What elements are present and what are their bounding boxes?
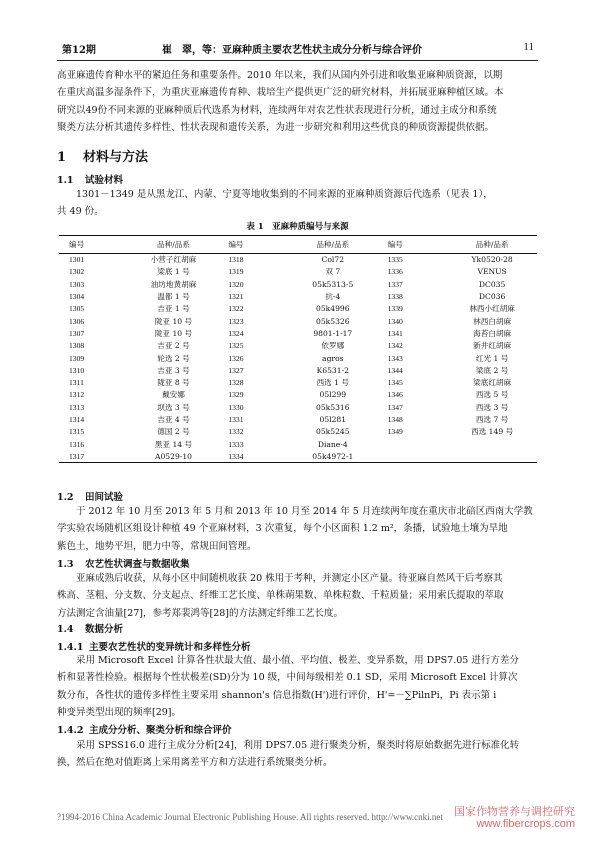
- intro-line-3: 研究以49份不同来源的亚麻种质后代选系为材料，连续两年对农艺性状表现进行分析，通过主成分和系统: [57, 104, 497, 116]
- subsection-heading-1-2: [57, 489, 123, 503]
- table-row: [59, 303, 537, 315]
- germplasm-code-cell: 1337: [387, 279, 403, 289]
- germplasm-code-cell: 1327: [228, 365, 244, 375]
- germplasm-code-cell: 1313: [69, 402, 85, 412]
- table-row: [59, 389, 537, 401]
- table-row: [59, 290, 537, 302]
- variety-name-cell: 05l281: [319, 415, 347, 424]
- germplasm-code-cell: 1339: [387, 304, 403, 314]
- variety-name-cell: 林西小红胡麻: [469, 304, 515, 314]
- variety-name-cell: 轮选 2 号: [157, 353, 190, 363]
- variation-stats-paragraph: [57, 652, 539, 722]
- variety-name-cell: 05k4972-1: [288, 450, 378, 462]
- variety-name-cell: 小营子红胡麻: [150, 255, 197, 265]
- germplasm-code-cell: 1318: [228, 255, 244, 265]
- col-header-code: 编号: [378, 236, 448, 254]
- table-row: [59, 352, 537, 364]
- col-header-code: 编号: [218, 236, 288, 254]
- germplasm-code-cell: 1336: [387, 267, 403, 277]
- germplasm-code-cell: 1320: [228, 279, 244, 289]
- variety-name-cell: DC035: [478, 279, 506, 289]
- field-trial-line-2: 学实验农场随机区组设计种植 49 个亚麻材料，3 次重复，每个小区面积 1.2 m²，条播，试验地土壤为旱地: [57, 523, 508, 535]
- subsection-heading-1-4-1: [57, 639, 251, 653]
- variety-name-cell: [447, 450, 537, 462]
- germplasm-code-cell: 1349: [387, 427, 403, 437]
- table-row: [59, 315, 537, 327]
- pca-cluster-paragraph: [57, 737, 539, 772]
- table-row: [59, 266, 537, 278]
- germplasm-code-cell: 1312: [69, 390, 85, 400]
- subsection-number: 1.4.2: [57, 725, 84, 736]
- variety-name-cell: 05l299: [319, 390, 347, 400]
- variety-name-cell: Yk0520-28: [471, 255, 513, 265]
- variety-name-cell: 西选 7 号: [475, 415, 509, 424]
- subsection-title: 主要农艺性状的变异统计和多样性分析: [89, 642, 251, 653]
- germplasm-code-cell: 1329: [228, 390, 244, 400]
- germplasm-code-cell: 1348: [387, 415, 403, 424]
- variety-name-cell: K6531-2: [316, 365, 349, 375]
- variety-name-cell: Col72: [321, 255, 345, 265]
- intro-paragraph: [57, 67, 539, 137]
- variety-name-cell: agros: [322, 353, 344, 363]
- variety-name-cell: 梁底 2 号: [475, 365, 509, 375]
- germplasm-code-cell: 1316: [69, 439, 85, 449]
- variety-name-cell: 吉亚 2 号: [157, 341, 190, 351]
- table-row: [59, 364, 537, 376]
- variety-name-cell: 9801-1-17: [313, 328, 353, 338]
- germplasm-code-cell: 1314: [69, 415, 85, 424]
- variety-name-cell: 05k4996: [316, 304, 350, 314]
- germplasm-code-cell: 1308: [69, 341, 85, 351]
- page-number: 11: [523, 41, 534, 53]
- table-row: [59, 327, 537, 339]
- field-trial-line-1: 于 2012 年 10 月至 2013 年 5 月和 2013 年 10 月至 2014 年 5 月连续两年度在重庆市北碚区西南大学教: [57, 506, 533, 517]
- table-row: [59, 376, 537, 388]
- trait-survey-paragraph: [57, 570, 539, 622]
- variety-name-cell: 西选 3 号: [475, 402, 509, 412]
- variety-name-cell: 抗-4: [325, 292, 341, 302]
- germplasm-code-cell: 1322: [228, 304, 244, 314]
- germplasm-code-cell: 1307: [69, 328, 85, 338]
- germplasm-code-cell: 1302: [69, 267, 85, 277]
- variety-name-cell: 吉亚 1 号: [157, 304, 190, 314]
- variety-name-cell: 梁底红胡麻: [473, 378, 512, 388]
- variety-name-cell: 陇亚 10 号: [154, 316, 193, 326]
- variety-name-cell: 德国 2 号: [157, 427, 190, 437]
- germplasm-code-cell: 1331: [228, 415, 244, 424]
- germplasm-code-cell: 1341: [387, 328, 403, 338]
- variety-name-cell: 陇亚 10 号: [154, 328, 193, 338]
- germplasm-code-cell: 1345: [387, 378, 403, 388]
- variety-name-cell: Diane-4: [317, 439, 348, 449]
- watermark-line-2: www.fibercrops.com: [476, 818, 575, 830]
- table-row: [59, 340, 537, 352]
- trait-survey-line-3: 方法测定含油量[27]，参考郑裴鸿等[28]的方法测定纤维工艺长度。: [57, 607, 344, 619]
- germplasm-code-cell: 1324: [228, 328, 244, 338]
- subsection-heading-1-4-2: [57, 722, 232, 736]
- site-watermark: [454, 806, 575, 830]
- variety-name-cell: 陇亚 8 号: [157, 378, 190, 388]
- col-header-variety: 品种/品系: [129, 236, 219, 254]
- variety-name-cell: A0529-10: [129, 450, 219, 462]
- table-row: [59, 278, 537, 290]
- variety-name-cell: 红光 1 号: [475, 353, 509, 363]
- germplasm-code-cell: 1309: [69, 353, 85, 363]
- variety-name-cell: 05k5245: [316, 427, 350, 437]
- subsection-title: 田间试验: [85, 492, 124, 503]
- variety-name-cell: 海苔白胡麻: [473, 328, 512, 338]
- col-header-variety: 品种/品系: [447, 236, 537, 254]
- variety-name-cell: 坝选 3 号: [157, 402, 190, 412]
- variety-name-cell: 新井红胡麻: [473, 341, 512, 351]
- issue-number: 第12期: [62, 45, 96, 56]
- germplasm-code-cell: 1338: [387, 292, 403, 302]
- subsection-title: 农艺性状调查与数据收集: [85, 559, 190, 570]
- variety-name-cell: 梁底 1 号: [157, 267, 190, 277]
- subsection-title: 主成分分析、聚类分析和综合评价: [89, 725, 232, 736]
- germplasm-code-cell: 1310: [69, 365, 85, 375]
- col-header-code: 编号: [59, 236, 129, 254]
- germplasm-table: [59, 235, 537, 463]
- variation-line-3: 数分布，各性状的遗传多样性主要采用 shannon's 信息指数(H')进行评价，H'=－∑PilnPi，Pi 表示第 i: [57, 689, 497, 701]
- table-row: [59, 254, 537, 266]
- subsection-heading-1-3: [57, 556, 190, 570]
- section-heading-1: [57, 146, 148, 165]
- running-title: 崔 翠，等：亚麻种质主要农艺性状主成分分析与综合评价: [162, 45, 422, 56]
- germplasm-code-cell: [378, 438, 448, 450]
- germplasm-code-cell: 1321: [228, 292, 244, 302]
- variety-name-cell: 西选 1 号: [316, 378, 350, 388]
- variety-name-cell: 依罗娜: [321, 341, 345, 351]
- germplasm-code-cell: 1346: [387, 390, 403, 400]
- table-caption: 表 1 亚麻种质编号与来源: [246, 222, 349, 232]
- table-row: [59, 438, 537, 450]
- subsection-number: 1.1: [57, 175, 74, 186]
- germplasm-code-cell: 1330: [228, 402, 244, 412]
- variety-name-cell: 双 7: [325, 267, 341, 277]
- table-row: [59, 401, 537, 413]
- subsection-heading-1-4: [57, 621, 123, 635]
- col-header-variety: 品种/品系: [288, 236, 378, 254]
- germplasm-code-cell: 1319: [228, 267, 244, 277]
- variation-line-4: 种变异类型出现的频率[29]。: [57, 707, 182, 719]
- germplasm-code-cell: 1301: [69, 255, 85, 265]
- variation-line-1: 采用 Microsoft Excel 计算各性状最大值、最小值、平均值、极差、变异系数，用 DPS7.05 进行方差分: [57, 655, 519, 666]
- germplasm-code-cell: 1326: [228, 353, 244, 363]
- subsection-number: 1.3: [57, 559, 74, 570]
- germplasm-code-cell: 1311: [69, 378, 84, 388]
- table-body: [59, 254, 537, 463]
- germplasm-code-cell: 1344: [387, 365, 403, 375]
- materials-line-2: 共 49 份。: [57, 206, 104, 218]
- variety-name-cell: VENUS: [477, 267, 507, 277]
- subsection-number: 1.4.1: [57, 642, 84, 653]
- materials-line-1: 1301－1349 是从黑龙江、内蒙、宁夏等地收集到的不同来源的亚麻种质资源后代选系（见表 1），: [57, 189, 493, 200]
- section-number: 1: [57, 150, 67, 165]
- variety-name-cell: 林西白胡麻: [473, 316, 512, 326]
- table-header-row: [59, 236, 537, 254]
- variety-name-cell: 吉亚 3 号: [157, 365, 190, 375]
- variety-name-cell: 戴安娜: [162, 390, 185, 400]
- variation-line-2: 析和显著性检验。根据每个性状极差(SD)分为 10 级，中间每级相差 0.1 SD，采用 Microsoft Excel 计算次: [57, 672, 518, 684]
- germplasm-code-cell: 1304: [69, 292, 85, 302]
- section-title: 材料与方法: [83, 150, 149, 165]
- subsection-title: 试验材料: [85, 175, 124, 186]
- subsection-title: 数据分析: [85, 624, 124, 635]
- germplasm-code-cell: 1328: [228, 378, 244, 388]
- intro-line-1: 高亚麻遗传育种水平的紧迫任务和重要条件。2010 年以来，我们从国内外引进和收集亚麻种质资源，以期: [57, 70, 503, 81]
- germplasm-code-cell: 1340: [387, 316, 403, 326]
- germplasm-code-cell: 1303: [69, 279, 85, 289]
- watermark-line-1: 国家作物营养与调控研究: [454, 806, 575, 818]
- germplasm-code-cell: 1323: [228, 316, 244, 326]
- variety-name-cell: 西选 5 号: [475, 390, 509, 400]
- variety-name-cell: 05k5316: [316, 402, 350, 412]
- germplasm-code-cell: 1325: [228, 341, 244, 351]
- germplasm-code-cell: 1342: [387, 341, 403, 351]
- intro-line-2: 在重庆高温多湿条件下，为重庆亚麻遗传育种、栽培生产提供更广泛的研究材料，并拓展亚麻种植区域。本: [57, 87, 504, 99]
- germplasm-code-cell: 1347: [387, 402, 403, 412]
- germplasm-code-cell: 1334: [218, 450, 288, 462]
- subsection-number: 1.2: [57, 492, 74, 503]
- variety-name-cell: DC036: [478, 292, 506, 302]
- materials-paragraph: [57, 186, 539, 221]
- table-row: [59, 413, 537, 425]
- germplasm-code-cell: 1315: [69, 427, 85, 437]
- variety-name-cell: 05k5313-5: [312, 279, 354, 289]
- germplasm-code-cell: [378, 450, 448, 462]
- trait-survey-line-2: 株高、茎粗、分支数、分支起点、纤维工艺长度、单株蒴果数、单株粒数、千粒质量；采用索氏提取的萃取: [57, 590, 504, 602]
- copyright-footer: ?1994-2016 China Academic Journal Electronic Publishing House. All rights reserved. http://www.cnki.net: [57, 812, 443, 822]
- germplasm-code-cell: 1333: [228, 439, 244, 449]
- variety-name-cell: 吉亚 4 号: [157, 415, 190, 424]
- trait-survey-line-1: 亚麻成熟后收获，从每小区中间随机收获 20 株用于考种，并测定小区产量。待亚麻自然风干后考察其: [57, 573, 503, 584]
- variety-name-cell: 05k5326: [316, 316, 350, 326]
- germplasm-code-cell: 1335: [387, 255, 403, 265]
- running-header: [62, 41, 534, 57]
- intro-line-4: 聚类方法分析其遗传多样性、性状表现和遗传关系，为进一步研究和利用这些优良的种质资源提供依据。: [57, 122, 495, 134]
- table-row: [59, 426, 537, 438]
- germplasm-code-cell: 1332: [228, 427, 244, 437]
- germplasm-code-cell: 1306: [69, 316, 85, 326]
- field-trial-line-3: 紫色土，地势平坦，肥力中等，常规田间管理。: [57, 540, 257, 552]
- germplasm-code-cell: 1305: [69, 304, 85, 314]
- variety-name-cell: 黑亚 14 号: [154, 439, 193, 449]
- table-row: [59, 450, 537, 462]
- variety-name-cell: 油坊地黄胡麻: [150, 279, 197, 289]
- pca-line-2: 换，然后在绝对值距离上采用离差平方和方法进行系统聚类分析。: [57, 757, 333, 769]
- pca-line-1: 采用 SPSS16.0 进行主成分分析[24]，利用 DPS7.05 进行聚类分析，聚类时将原始数据先进行标准化转: [57, 740, 520, 751]
- germplasm-code-cell: 1343: [387, 353, 403, 363]
- variety-name-cell: [447, 438, 537, 450]
- subsection-number: 1.4: [57, 624, 74, 635]
- variety-name-cell: 西选 149 号: [471, 427, 514, 437]
- header-rule: [57, 60, 538, 61]
- germplasm-code-cell: 1317: [59, 450, 129, 462]
- subsection-heading-1-1: [57, 172, 123, 186]
- field-trial-paragraph: [57, 503, 539, 555]
- variety-name-cell: 温都 1 号: [157, 292, 190, 302]
